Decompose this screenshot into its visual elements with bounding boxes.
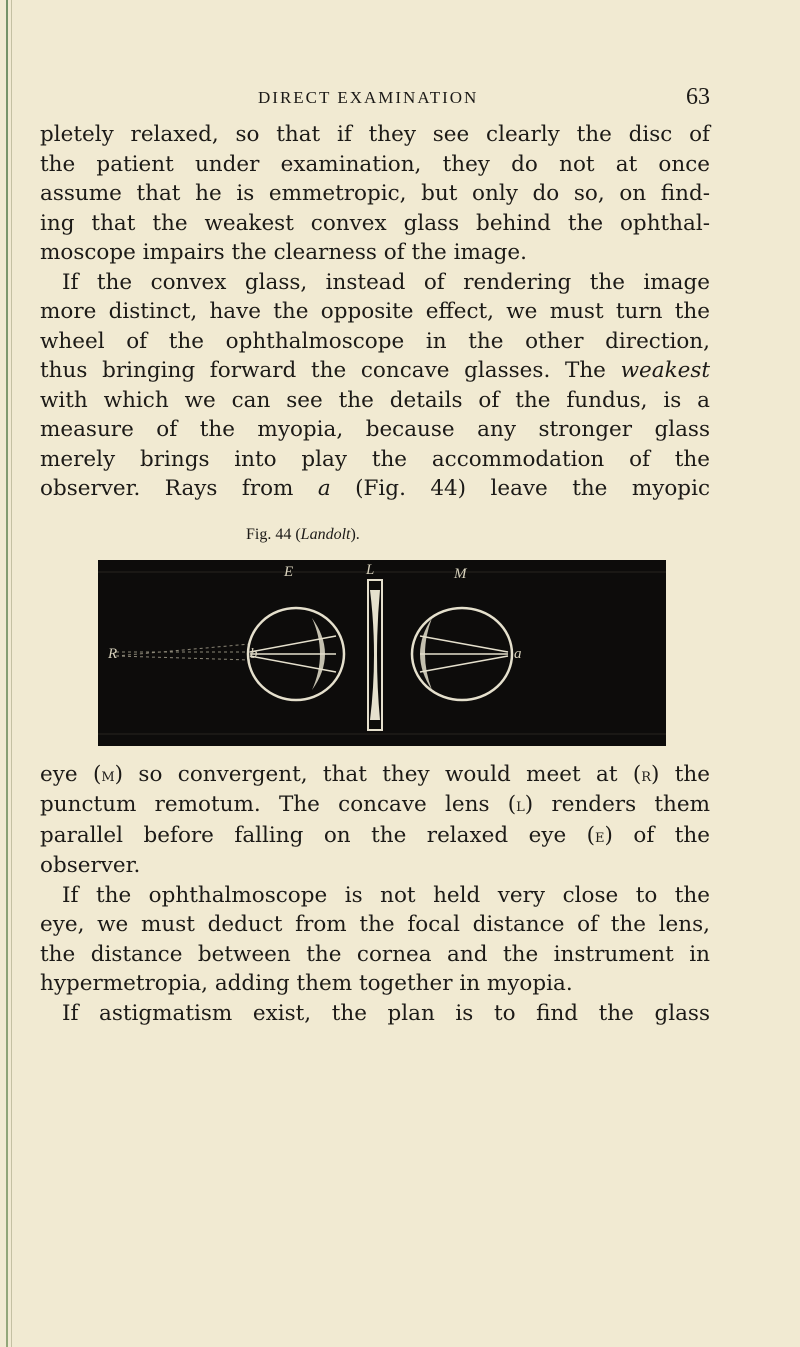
- text-line: eye, we must deduct from the focal distance of the lens,: [40, 912, 710, 937]
- text-line: ing that the weakest convex glass behind the ophthal-: [40, 210, 710, 236]
- text-fragment: ) of the: [604, 822, 710, 848]
- text-fragment: observer. Rays from: [40, 476, 318, 501]
- figure-label-r: R: [108, 645, 118, 662]
- caption-author: Landolt: [300, 525, 351, 543]
- text-line: [40, 356, 710, 386]
- figure-label-b: b: [250, 645, 258, 662]
- text-fragment: parallel before falling on the relaxed eye (: [40, 822, 596, 848]
- running-title: DIRECT EXAMINATION: [258, 88, 479, 107]
- text-line: If astigmatism exist, the plan is to find the glass: [62, 1000, 710, 1026]
- text-fragment: thus bringing forward the concave glasses. The: [40, 358, 621, 383]
- text-fragment: ) renders them: [524, 792, 710, 817]
- figure-label-m: M: [454, 565, 467, 582]
- emphasis-word: weakest: [620, 358, 710, 383]
- book-page: [40, 84, 710, 1028]
- paragraph-after-figure: [40, 760, 710, 1029]
- text-line: [40, 474, 710, 504]
- text-line: measure of the myopia, because any stronger glass: [40, 417, 710, 442]
- text-line: [40, 790, 710, 821]
- page-number: 63: [686, 84, 710, 110]
- text-line: merely brings into play the accommodation of the: [40, 446, 710, 472]
- figure-engraving: [98, 560, 666, 746]
- smallcaps-letter: r: [641, 764, 652, 786]
- paragraph-continuation: [40, 120, 710, 504]
- figure-label-e: E: [284, 563, 294, 580]
- text-fragment: eye (: [40, 761, 102, 787]
- text-fragment: ) the: [651, 761, 710, 787]
- figure-44: [40, 526, 710, 746]
- text-line: assume that he is emmetropic, but only do so, on find-: [40, 181, 710, 206]
- binding-edge: [6, 0, 8, 1347]
- text-line: wheel of the ophthalmoscope in the other direction,: [40, 328, 710, 354]
- text-line: the distance between the cornea and the instrument in: [40, 941, 710, 967]
- text-line: with which we can see the details of the fundus, is a: [40, 387, 710, 413]
- text-line: If the ophthalmoscope is not held very close to the: [62, 882, 710, 908]
- figure-label-l: L: [366, 561, 375, 578]
- text-line: If the convex glass, instead of rendering the image: [62, 269, 710, 295]
- caption-suffix: ).: [350, 525, 360, 543]
- caption-prefix: Fig. 44 (: [246, 525, 301, 543]
- emphasis-letter: a: [317, 476, 331, 501]
- smallcaps-letter: m: [101, 764, 115, 786]
- text-line: hypermetropia, adding them together in myopia.: [40, 971, 573, 996]
- text-line: [40, 821, 710, 852]
- binding-edge-inner: [11, 0, 12, 1347]
- smallcaps-letter: e: [595, 825, 605, 847]
- text-line: moscope impairs the clearness of the image.: [40, 240, 527, 265]
- text-line: [40, 760, 710, 791]
- text-line: the patient under examination, they do not at once: [40, 151, 710, 177]
- text-fragment: (Fig. 44) leave the myopic: [330, 476, 710, 501]
- text-fragment: punctum remotum. The concave lens (: [40, 792, 517, 817]
- figure-label-a: a: [514, 645, 522, 662]
- text-line: observer.: [40, 853, 141, 878]
- text-fragment: ) so convergent, that they would meet at (: [114, 761, 642, 787]
- smallcaps-letter: l: [516, 795, 525, 816]
- text-line: pletely relaxed, so that if they see clearly the disc of: [40, 122, 710, 147]
- figure-caption: [246, 526, 360, 544]
- running-head: [40, 84, 710, 120]
- text-line: more distinct, have the opposite effect, we must turn the: [40, 299, 710, 324]
